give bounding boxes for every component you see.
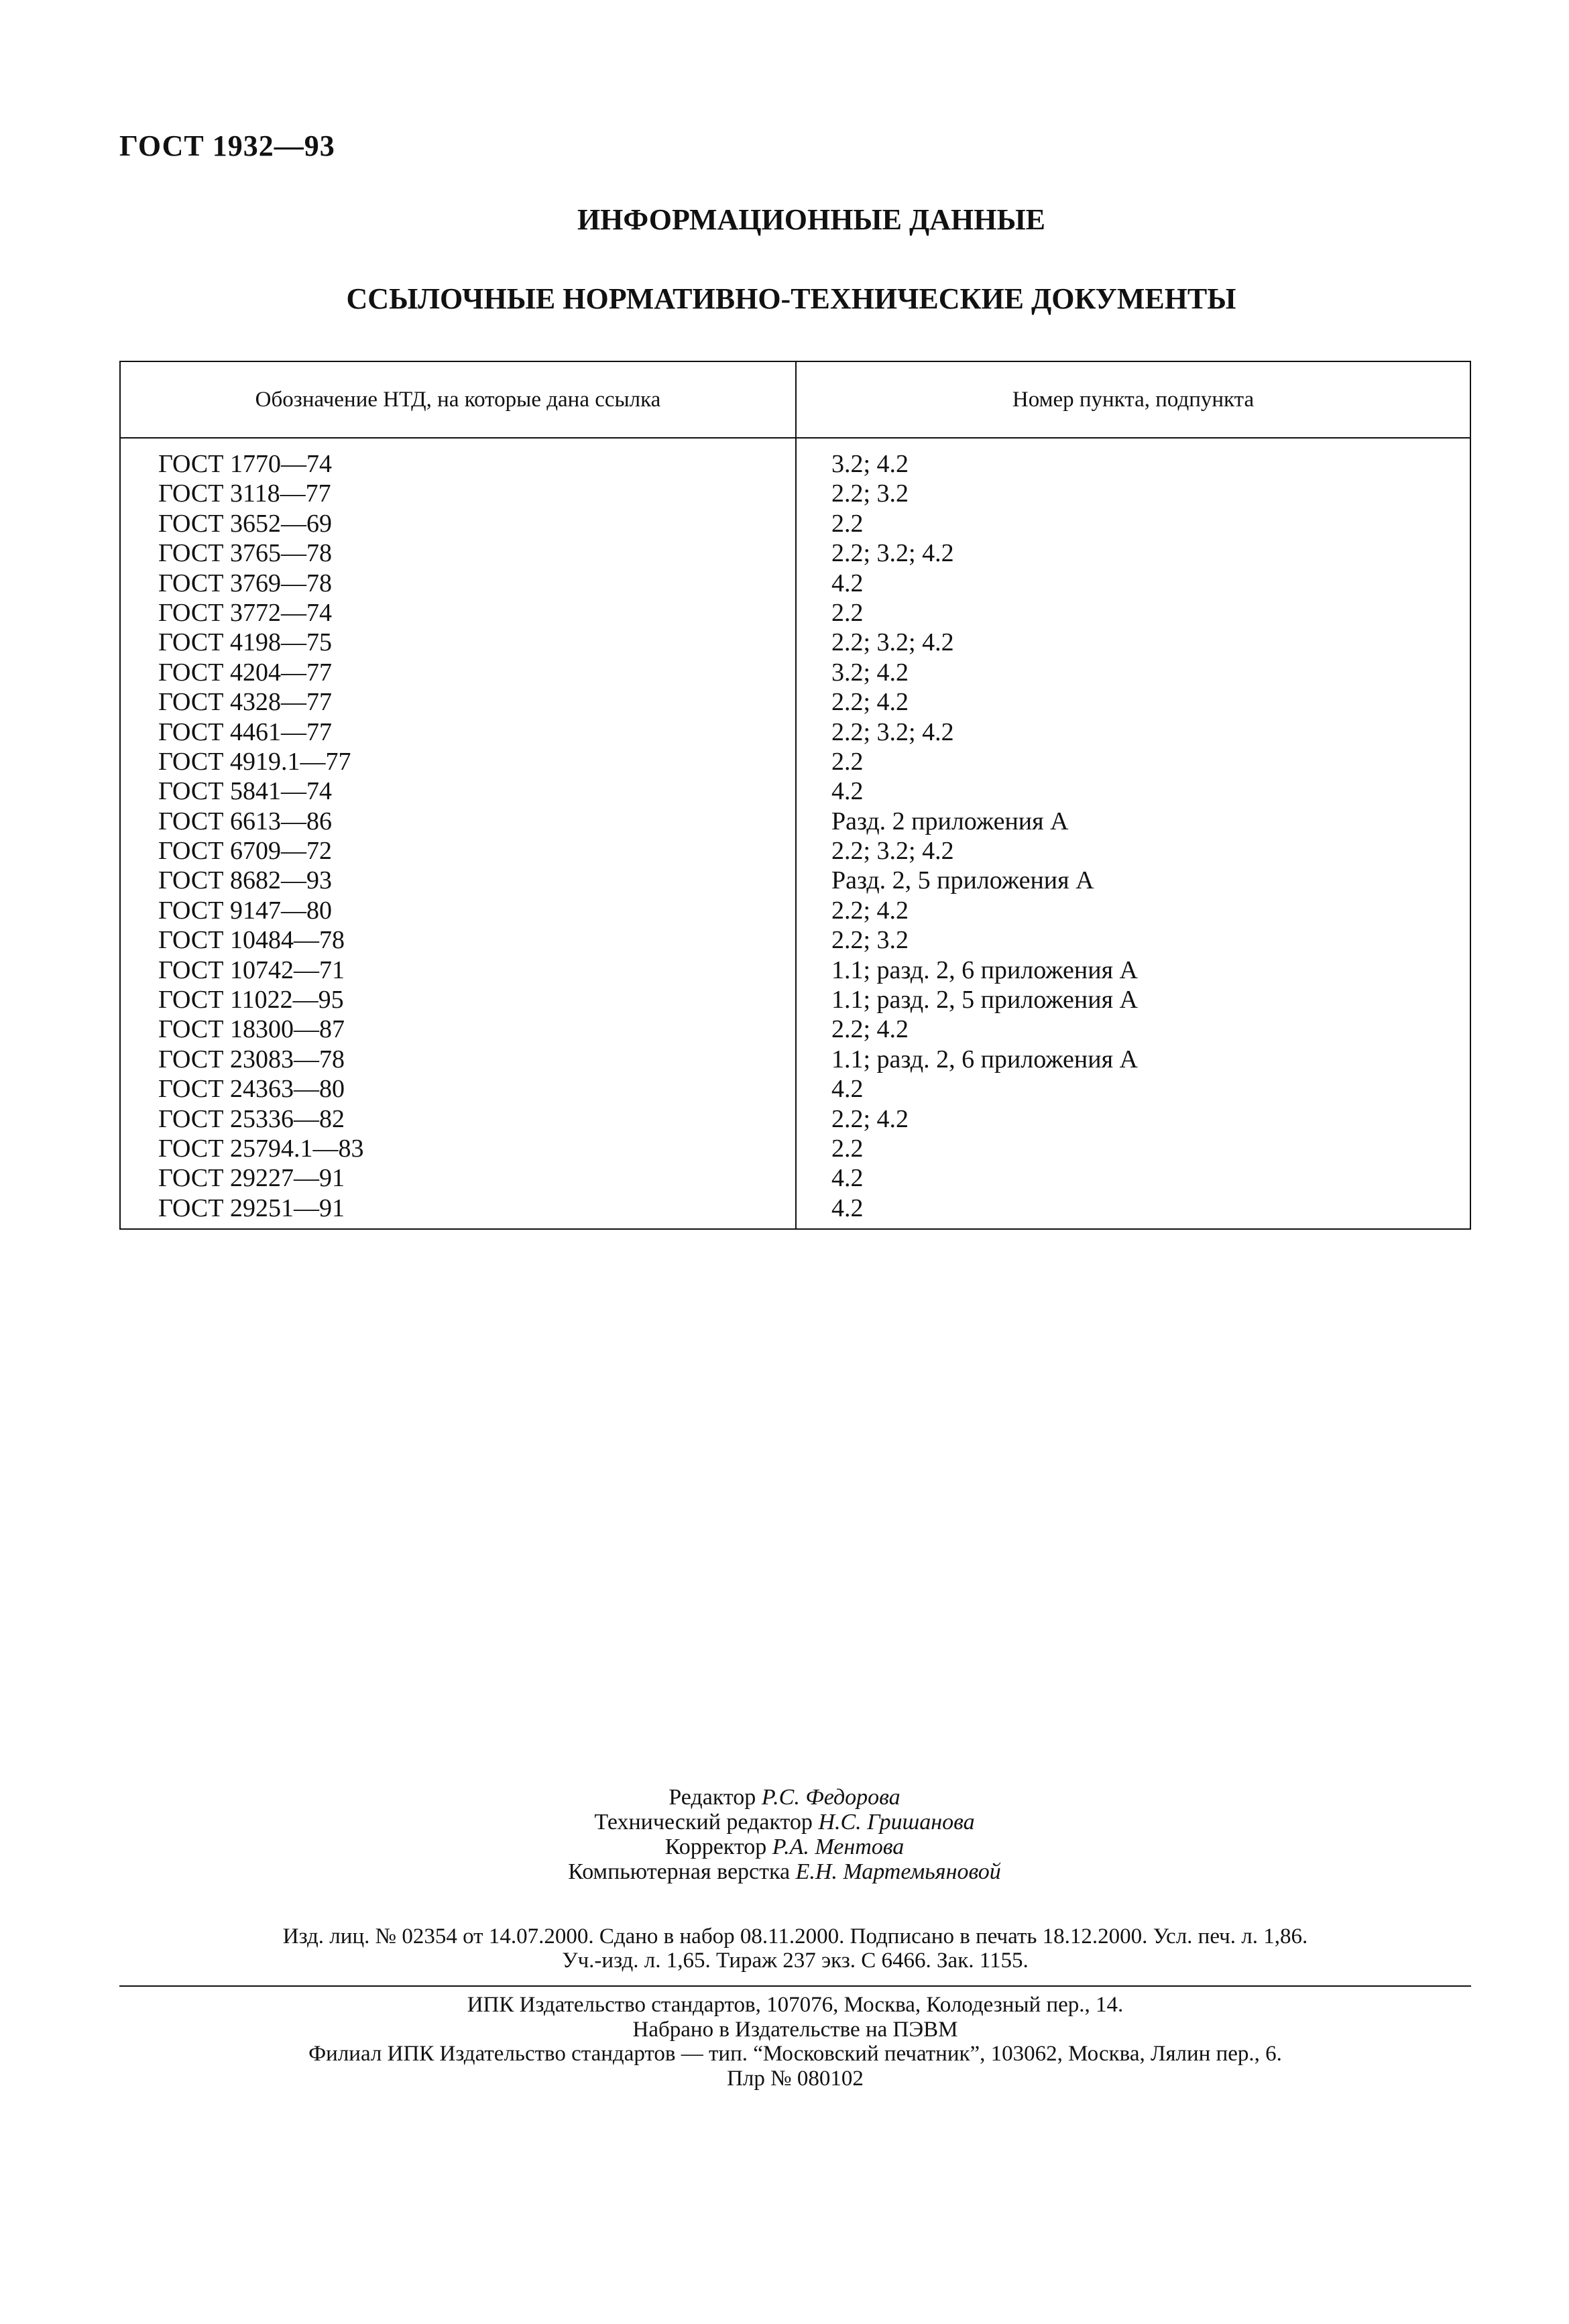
publication-line: Изд. лиц. № 02354 от 14.07.2000. Сдано в набор 08.11.2000. Подписано в печать 18.12.2000. Усл. печ. л. 1,86. xyxy=(282,1924,1308,1949)
table-cell-document: ГОСТ 6709—72 xyxy=(158,837,332,866)
publication-info xyxy=(119,1924,1471,1973)
table-cell-document: ГОСТ 23083—78 xyxy=(158,1045,345,1073)
table-cell-document: ГОСТ 9147—80 xyxy=(158,896,332,925)
table-cell-document: ГОСТ 3652—69 xyxy=(158,509,332,538)
credit-name: Н.С. Гришанова xyxy=(818,1810,975,1835)
column-header-clause: Номер пункта, подпункта xyxy=(1012,388,1255,412)
credit-line xyxy=(0,1835,1569,1859)
table-cell-document: ГОСТ 4919.1—77 xyxy=(158,747,351,776)
table-cell-document: ГОСТ 5841—74 xyxy=(158,777,332,806)
table-cell-clause: 2.2; 3.2 xyxy=(831,479,909,508)
publication-line: Уч.-изд. л. 1,65. Тираж 237 экз. С 6466. Зак. 1155. xyxy=(562,1949,1029,1973)
table-cell-document: ГОСТ 4198—75 xyxy=(158,628,332,657)
imprint-block xyxy=(119,1993,1471,2091)
table-cell-document: ГОСТ 24363—80 xyxy=(158,1075,345,1104)
imprint-line: Набрано в Издательстве на ПЭВМ xyxy=(632,2017,958,2042)
credit-role: Компьютерная верстка xyxy=(568,1859,791,1884)
separator-rule xyxy=(119,1985,1471,1987)
table-cell-document: ГОСТ 1770—74 xyxy=(158,450,332,478)
table-cell-document: ГОСТ 29251—91 xyxy=(158,1194,345,1222)
table-cell-document: ГОСТ 25794.1—83 xyxy=(158,1134,364,1163)
table-cell-document: ГОСТ 3765—78 xyxy=(158,539,332,568)
table-cell-document: ГОСТ 4461—77 xyxy=(158,717,332,746)
table-cell-clause: Разд. 2, 5 приложения А xyxy=(831,866,1094,895)
table-cell-clause: 2.2 xyxy=(831,1134,864,1163)
table-cell-document: ГОСТ 8682—93 xyxy=(158,866,332,895)
credit-role: Технический редактор xyxy=(594,1810,813,1835)
table-cell-clause: 2.2 xyxy=(831,747,864,776)
table-cell-document: ГОСТ 4328—77 xyxy=(158,688,332,717)
column-header-document: Обозначение НТД, на которые дана ссылка xyxy=(255,388,661,412)
info-heading: ИНФОРМАЦИОННЫЕ ДАННЫЕ xyxy=(577,203,1046,236)
table-cell-clause: 2.2; 3.2; 4.2 xyxy=(831,628,954,657)
table-cell-document: ГОСТ 10484—78 xyxy=(158,926,345,955)
table-cell-clause: 1.1; разд. 2, 6 приложения А xyxy=(831,955,1138,984)
table-cell-clause: 2.2; 3.2; 4.2 xyxy=(831,717,954,746)
table-cell-clause: 2.2; 3.2 xyxy=(831,926,909,955)
clause-column xyxy=(831,449,1138,1223)
table-cell-document: ГОСТ 29227—91 xyxy=(158,1164,345,1193)
references-table xyxy=(119,361,1471,1230)
table-cell-document: ГОСТ 3118—77 xyxy=(158,479,331,508)
credit-line xyxy=(0,1785,1569,1810)
table-cell-clause: 3.2; 4.2 xyxy=(831,450,909,478)
table-cell-clause: 2.2; 3.2; 4.2 xyxy=(831,837,954,866)
credits-block xyxy=(0,1785,1569,1884)
credit-role: Корректор xyxy=(664,1835,767,1859)
table-cell-clause: 4.2 xyxy=(831,1194,864,1222)
table-cell-document: ГОСТ 18300—87 xyxy=(158,1015,345,1044)
table-cell-clause: 2.2; 4.2 xyxy=(831,1104,909,1133)
table-cell-clause: 3.2; 4.2 xyxy=(831,658,909,687)
table-cell-clause: 2.2; 4.2 xyxy=(831,1015,909,1044)
credit-name: Е.Н. Мартемьяновой xyxy=(795,1859,1001,1884)
table-cell-clause: 2.2; 4.2 xyxy=(831,688,909,717)
table-cell-clause: Разд. 2 приложения А xyxy=(831,807,1069,835)
table-cell-document: ГОСТ 6613—86 xyxy=(158,807,332,835)
table-cell-clause: 4.2 xyxy=(831,777,864,806)
table-cell-document: ГОСТ 3772—74 xyxy=(158,598,332,627)
table-header-divider xyxy=(121,437,1470,439)
table-cell-clause: 4.2 xyxy=(831,1075,864,1104)
imprint-line: ИПК Издательство стандартов, 107076, Москва, Колодезный пер., 14. xyxy=(467,1993,1124,2017)
credit-name: Р.А. Ментова xyxy=(772,1835,905,1859)
table-cell-clause: 2.2 xyxy=(831,598,864,627)
table-cell-clause: 1.1; разд. 2, 5 приложения А xyxy=(831,986,1138,1014)
table-cell-clause: 4.2 xyxy=(831,569,864,597)
table-cell-clause: 2.2; 4.2 xyxy=(831,896,909,925)
credit-line xyxy=(0,1859,1569,1884)
credit-role: Редактор xyxy=(669,1785,756,1810)
table-column-divider xyxy=(795,362,797,1228)
table-cell-clause: 2.2 xyxy=(831,509,864,538)
imprint-line: Филиал ИПК Издательство стандартов — тип. “Московский печатник”, 103062, Москва, Лялин пер., 6. xyxy=(308,2042,1282,2066)
imprint-line: Плр № 080102 xyxy=(727,2066,864,2091)
table-cell-document: ГОСТ 11022—95 xyxy=(158,986,344,1014)
references-heading: ССЫЛОЧНЫЕ НОРМАТИВНО-ТЕХНИЧЕСКИЕ ДОКУМЕНТЫ xyxy=(346,282,1236,315)
credit-line xyxy=(0,1810,1569,1835)
document-column xyxy=(158,449,364,1223)
table-cell-clause: 1.1; разд. 2, 6 приложения А xyxy=(831,1045,1138,1073)
table-cell-document: ГОСТ 4204—77 xyxy=(158,658,332,687)
document-code: ГОСТ 1932—93 xyxy=(119,129,335,162)
table-cell-clause: 2.2; 3.2; 4.2 xyxy=(831,539,954,568)
table-cell-document: ГОСТ 10742—71 xyxy=(158,955,345,984)
table-cell-document: ГОСТ 3769—78 xyxy=(158,569,332,597)
table-cell-clause: 4.2 xyxy=(831,1164,864,1193)
table-cell-document: ГОСТ 25336—82 xyxy=(158,1104,345,1133)
credit-name: Р.С. Федорова xyxy=(761,1785,900,1810)
